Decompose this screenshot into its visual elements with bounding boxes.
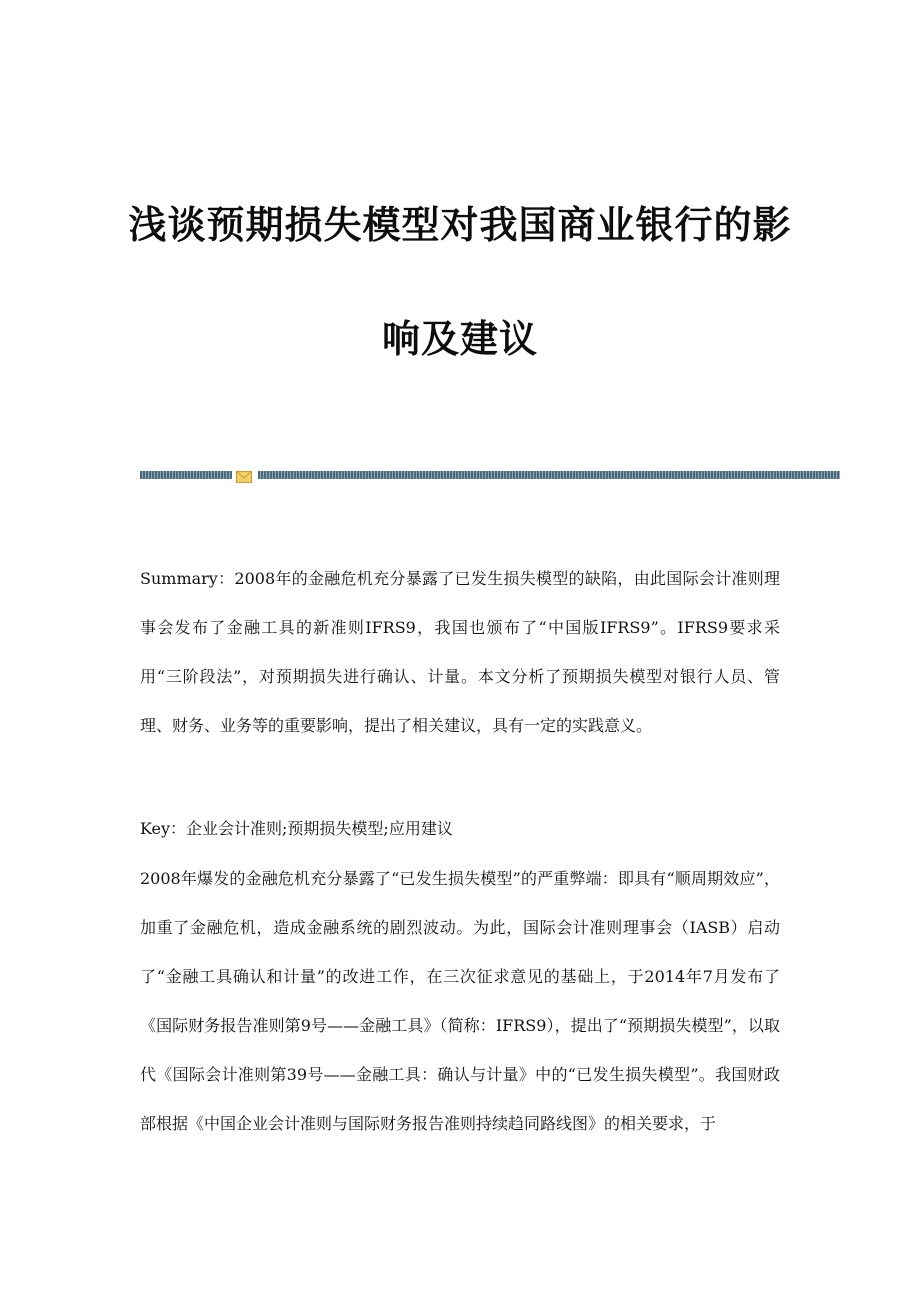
envelope-icon (236, 468, 252, 480)
divider-right (258, 471, 840, 479)
body-paragraph: 2008年爆发的金融危机充分暴露了“已发生损失模型”的严重弊端：即具有“顺周期效应”，加重了金融危机，造成金融系统的剧烈波动。为此，国际会计准则理事会（IASB）启动了“金融工具确认和计量”的改进工作，在三次征求意见的基础上，于2014年7月发布了《国际财务报告准则第9号——金融工具》（简称：IFRS9），提出了“预期损失模型”，以取代《国际会计准则第39号——金融工具：确认与计量》中的“已发生损失模型”。我国财政部根据《中国企业会计准则与国际财务报告准则持续趋同路线图》的相关要求，于 (140, 869, 780, 1133)
divider-left (140, 471, 232, 479)
title-line-1: 浅谈预期损失模型对我国商业银行的影 (128, 203, 792, 247)
keywords-line: Key：企业会计准则;预期损失模型;应用建议 (140, 819, 453, 838)
title-line-2: 响及建议 (381, 317, 538, 361)
summary-paragraph: Summary：2008年的金融危机充分暴露了已发生损失模型的缺陷，由此国际会计准则理事会发布了金融工具的新准则IFRS9，我国也颁布了“中国版IFRS9”。IFRS9要求采用“三阶段法”，对预期损失进行确认、计量。本文分析了预期损失模型对银行人员、管理、财务、业务等的重要影响，提出了相关建议，具有一定的实践意义。 (140, 569, 780, 735)
